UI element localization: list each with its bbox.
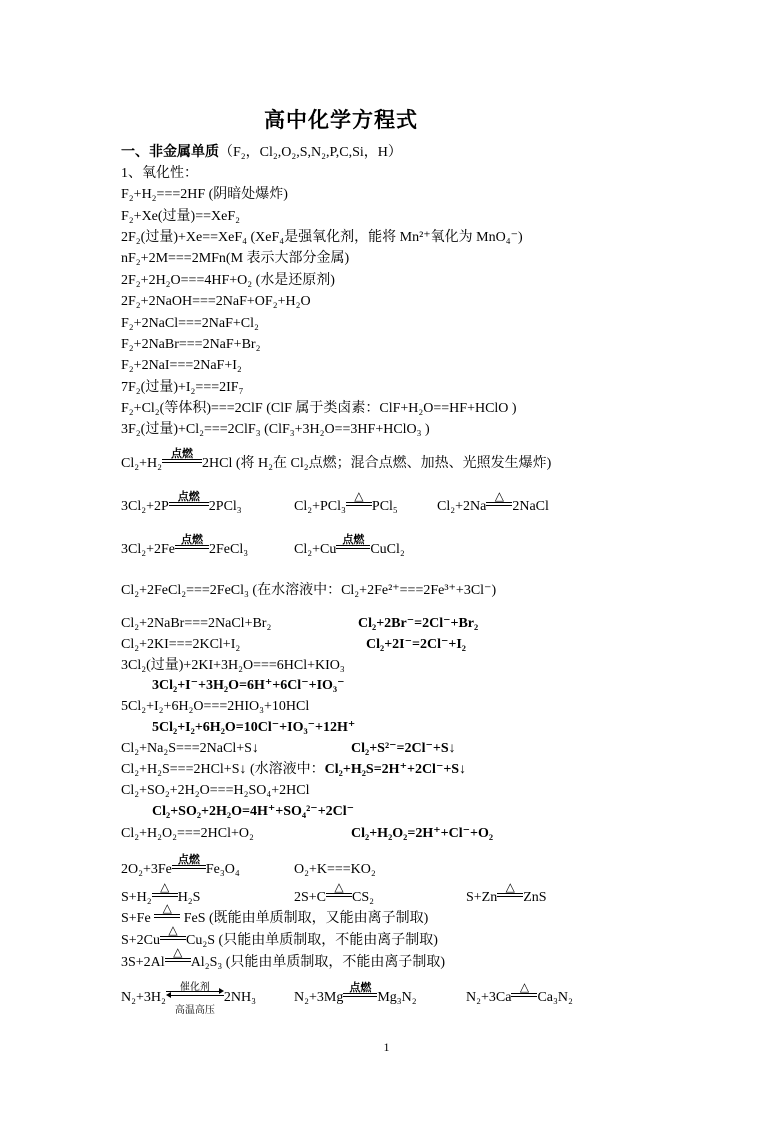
condition-label: △: [162, 901, 172, 915]
equation-line: [437, 489, 549, 516]
products: Al₂S₃ (只能由单质制取，不能由离子制取): [190, 955, 446, 970]
equation-line: 2F₂+2NaOH===2NaF+OF₂+H₂O: [121, 294, 311, 309]
equation-line: [466, 880, 547, 907]
reactants: N₂+3H₂: [121, 990, 166, 1005]
condition-label: △: [173, 945, 183, 959]
equation-line: F₂+Cl₂(等体积)===2ClF (ClF 属于类卤素：ClF+H₂O==HF+HClO ): [121, 401, 517, 416]
condition-label: 点燃: [177, 490, 200, 503]
ignite-condition: [343, 981, 377, 1007]
reactants: 3Cl₂+2P: [121, 499, 169, 514]
equation-line: [121, 945, 446, 972]
equation-line: [121, 490, 242, 516]
reactants: Cl₂+Cu: [294, 542, 337, 557]
ionic-equation: Cl₂+2I⁻=2Cl⁻+I₂: [366, 637, 467, 652]
equation-line: [121, 982, 256, 1016]
condition-label: 高温高压: [174, 1005, 215, 1016]
ignite-condition: [162, 447, 202, 473]
equation-line: [121, 761, 466, 779]
reactants: Cl₂+PCl₃: [294, 499, 346, 514]
equation-line: 2F₂(过量)+Xe==XeF₄ (XeF₄是强氧化剂，能将 Mn²⁺氧化为 MnO₄⁻): [121, 230, 523, 245]
products: ZnS: [523, 890, 547, 905]
reversible-arrow-icon: [166, 989, 224, 999]
products: 2NaCl: [512, 499, 549, 514]
products: PCl₅: [371, 499, 398, 514]
reactants: 3Cl₂+2Fe: [121, 542, 176, 557]
equation-line: Cl₂+H₂O₂===2HCl+O₂: [121, 826, 254, 841]
condition-label: 点燃: [177, 853, 200, 866]
condition-label: △: [168, 923, 178, 937]
products: 2FeCl₃: [209, 542, 249, 557]
condition-label: 点燃: [171, 447, 193, 460]
heat-condition: [165, 945, 191, 972]
equation-line: Cl₂+2NaBr===2NaCl+Br₂: [121, 616, 272, 631]
equation-line: 3F₂(过量)+Cl₂===2ClF₃ (ClF₃+3H₂O==3HF+HClO₃ ): [121, 422, 430, 437]
condition-label: △: [494, 489, 504, 503]
heat-condition: [346, 489, 372, 516]
reactants: 2S+C: [294, 890, 327, 905]
heat-condition: [497, 880, 523, 907]
condition-label: 点燃: [349, 981, 372, 994]
ignite-condition: [172, 853, 206, 879]
condition-label: △: [334, 880, 344, 894]
equation-line: F₂+2NaBr===2NaF+Br₂: [121, 337, 261, 352]
products: 2PCl₃: [208, 499, 242, 514]
reactants: Cl₂+H₂: [121, 456, 162, 471]
ionic-equation: Cl₂+H₂O₂=2H⁺+Cl⁻+O₂: [351, 826, 494, 841]
equation-line: [121, 853, 240, 879]
reactants: N₂+3Mg: [294, 990, 344, 1005]
products: H₂S: [177, 890, 201, 905]
ionic-equation: 5Cl₂+I₂+6H₂O=10Cl⁻+IO₃⁻+12H⁺: [152, 720, 356, 735]
reactants: Cl₂+2Na: [437, 499, 487, 514]
section-heading-text: 一、非金属单质: [121, 144, 219, 160]
reversible-condition: [166, 982, 224, 1016]
equation-line: F₂+Xe(过量)==XeF₂: [121, 209, 240, 224]
ignite-condition: [175, 533, 209, 559]
ignite-condition: [336, 533, 370, 559]
equation-line: [294, 981, 417, 1007]
ignite-condition: [169, 490, 209, 516]
condition-label: 点燃: [181, 533, 204, 546]
equation-line: [121, 533, 249, 559]
ionic-equation: Cl₂+SO₂+2H₂O=4H⁺+SO₄²⁻+2Cl⁻: [152, 804, 355, 819]
heat-condition: [486, 489, 512, 516]
equation-line: [466, 980, 573, 1007]
equation-line: O₂+K===KO₂: [294, 862, 376, 877]
condition-label: △: [160, 880, 170, 894]
products: 2NH₃: [223, 990, 256, 1005]
equation-line: F₂+2NaI===2NaF+I₂: [121, 358, 242, 373]
heat-condition: [326, 880, 352, 907]
condition-label: △: [505, 880, 515, 894]
equation-line: [294, 880, 375, 907]
equation-line: [294, 489, 398, 516]
ionic-equation: Cl₂+2Br⁻=2Cl⁻+Br₂: [358, 616, 479, 631]
products: CuCl₂: [370, 542, 405, 557]
equation-line: [294, 533, 405, 559]
reactants: S+Fe: [121, 911, 151, 926]
equation-line: Cl₂+2KI===2KCl+I₂: [121, 637, 241, 652]
equation-text: Cl₂+H₂S===2HCl+S↓ (水溶液中：: [121, 762, 325, 777]
page-number: 1: [383, 1040, 390, 1054]
products: Cu₂S (只能由单质制取，不能由离子制取): [186, 933, 438, 948]
section-heading: [121, 143, 402, 162]
products: Mg₃N₂: [377, 990, 417, 1005]
condition-label: 催化剂: [179, 982, 210, 993]
equation-line: nF₂+2M===2MFn(M 表示大部分金属): [121, 251, 350, 266]
reactants: 2O₂+3Fe: [121, 862, 172, 877]
ionic-equation: Cl₂+S²⁻=2Cl⁻+S↓: [351, 741, 456, 756]
equation-line: 7F₂(过量)+I₂===2IF₇: [121, 380, 244, 395]
products: Ca₃N₂: [537, 990, 573, 1005]
equation-line: 2F₂+2H₂O===4HF+O₂ (水是还原剂): [121, 273, 335, 288]
equation-line: Cl₂+Na₂S===2NaCl+S↓: [121, 741, 259, 756]
reactants: S+Zn: [466, 890, 498, 905]
reactants: S+H₂: [121, 890, 152, 905]
products: FeS (既能由单质制取，又能由离子制取): [183, 911, 429, 926]
equation-line: F₂+H₂===2HF (阴暗处爆炸): [121, 187, 288, 202]
equation-line: F₂+2NaCl===2NaF+Cl₂: [121, 316, 259, 331]
ionic-equation: Cl₂+H₂S=2H⁺+2Cl⁻+S↓: [324, 762, 467, 777]
reactants: 3S+2Al: [121, 955, 165, 970]
equation-line: 5Cl₂+I₂+6H₂O===2HIO₃+10HCl: [121, 699, 310, 714]
equation-line: Cl₂+2FeCl₂===2FeCl₃ (在水溶液中：Cl₂+2Fe²⁺===2Fe³⁺+3Cl⁻): [121, 583, 497, 598]
products: Fe₃O₄: [205, 862, 240, 877]
condition-label: 点燃: [342, 533, 365, 546]
equation-line: 3Cl₂(过量)+2KI+3H₂O===6HCl+KIO₃: [121, 658, 345, 673]
reactants: N₂+3Ca: [466, 990, 512, 1005]
condition-label: △: [519, 980, 530, 994]
equation-line: Cl₂+SO₂+2H₂O===H₂SO₄+2HCl: [121, 783, 310, 798]
document-title: 高中化学方程式: [264, 108, 418, 132]
equation-line: [121, 447, 552, 473]
heat-condition: [511, 980, 537, 1007]
reactants: S+2Cu: [121, 933, 161, 948]
section-subheading: （F₂，Cl₂,O₂,S,N₂,P,C,Si，H）: [219, 145, 402, 160]
condition-label: △: [354, 489, 364, 503]
products: CS₂: [352, 890, 375, 905]
subsection-heading: 1、氧化性：: [121, 166, 198, 181]
ionic-equation: 3Cl₂+I⁻+3H₂O=6H⁺+6Cl⁻+IO₃⁻: [152, 678, 345, 693]
products: 2HCl (将 H₂在 Cl₂点燃；混合点燃、加热、光照发生爆炸): [202, 456, 552, 471]
